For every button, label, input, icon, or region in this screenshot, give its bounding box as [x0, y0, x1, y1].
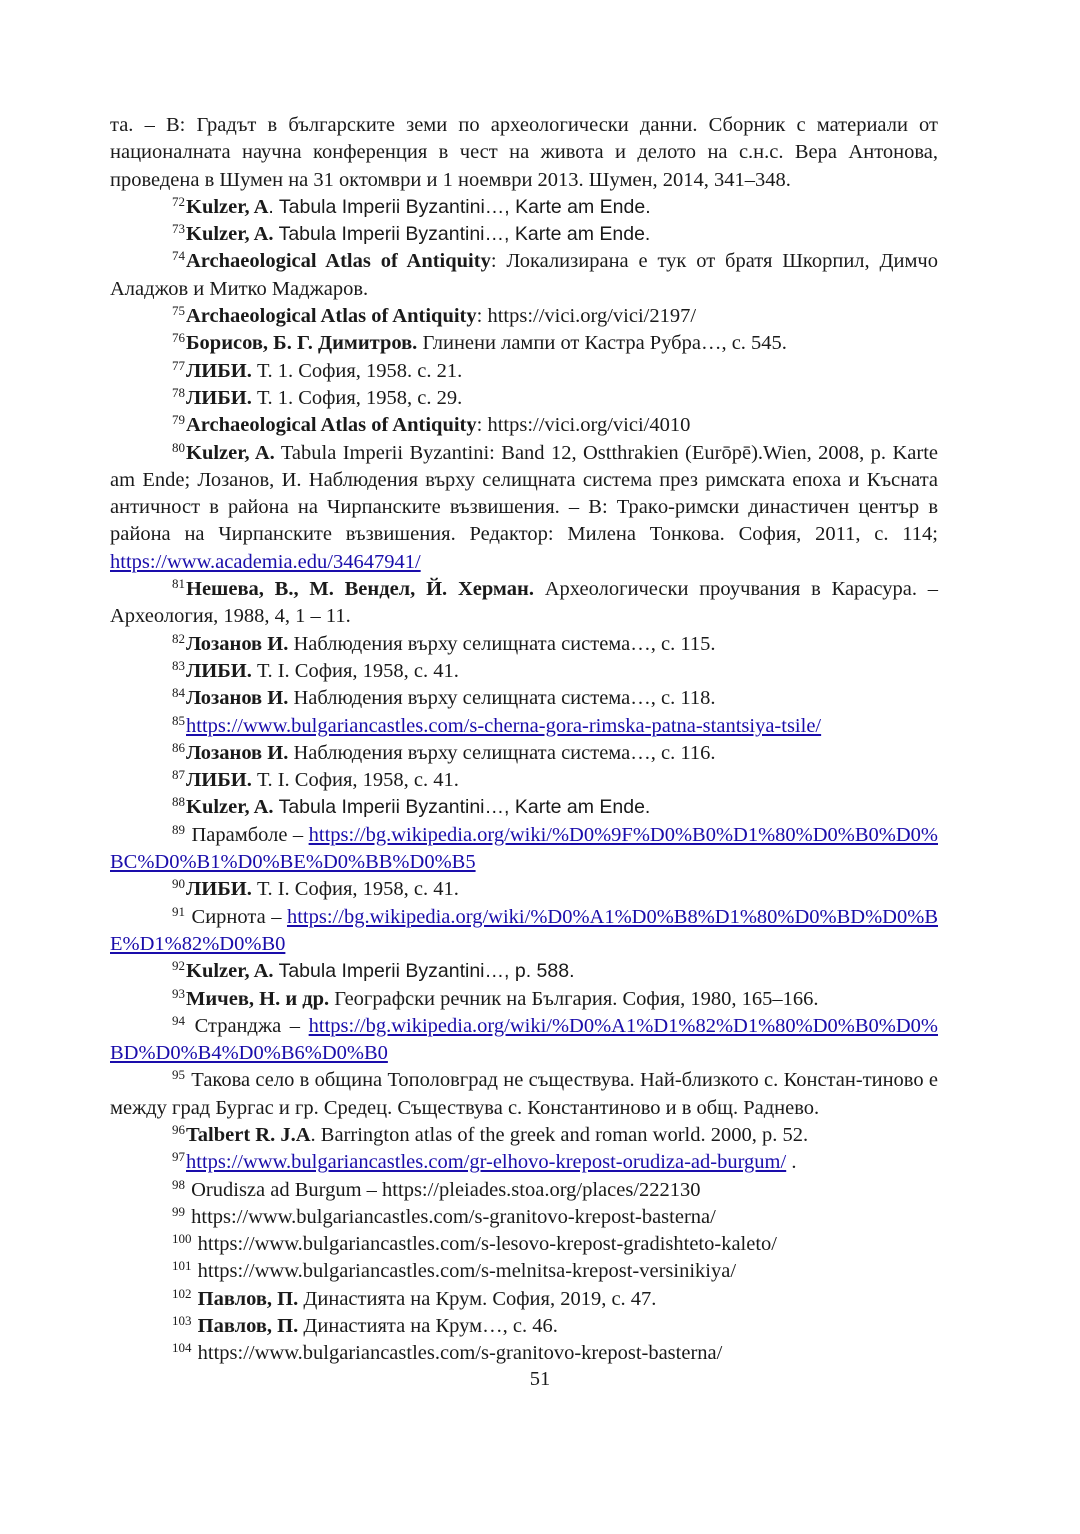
- footnote-number: 93: [172, 985, 185, 1001]
- footnote-link[interactable]: https://bg.wikipedia.org/wiki/%D0%9F%D0%B0%D1%80%D0%B0%D0%BC%D0%B1%D0%BE%D0%BB%D0%B5: [110, 823, 938, 874]
- footnote-98: [110, 1177, 938, 1204]
- footnote-number: 84: [172, 685, 185, 701]
- footnote-number: 102: [172, 1285, 192, 1301]
- footnote-104: [110, 1340, 938, 1367]
- footnote-text: Археологически проучвания в Карасура. – Археология, 1988, 4, 1 – 11.: [110, 578, 938, 628]
- footnote-86: [110, 740, 938, 767]
- footnote-author: ЛИБИ.: [186, 878, 252, 901]
- footnote-number: 98: [172, 1176, 185, 1192]
- footnote-text: https://www.bulgariancastles.com/s-granitovo-krepost-basterna/: [186, 1205, 716, 1228]
- footnote-82: [110, 631, 938, 658]
- footnote-72: [110, 194, 938, 221]
- footnote-number: 99: [172, 1203, 185, 1219]
- footnote-text: Т. 1. София, 1958. с. 21.: [251, 359, 463, 382]
- footnote-number: 97: [172, 1149, 185, 1165]
- footnote-author: Archaeological Atlas of Antiquity: [186, 305, 477, 328]
- footnote-author: ЛИБИ.: [186, 359, 252, 382]
- footnote-author: Kulzer, A: [186, 195, 269, 218]
- footnote-81: [110, 576, 938, 631]
- footnote-number: 87: [172, 767, 185, 783]
- footnote-84: [110, 685, 938, 712]
- footnote-number: 90: [172, 876, 185, 892]
- footnote-76: [110, 330, 938, 357]
- footnote-text: : Локализирана е тук от братя Шкорпил, Димчо Аладжов и Митко Маджаров.: [110, 250, 938, 300]
- footnote-96: [110, 1122, 938, 1149]
- footnote-text: Наблюдения върху селищната система…, с. 118.: [288, 687, 716, 710]
- footnote-number: 77: [172, 357, 185, 373]
- footnote-number: 73: [172, 221, 185, 237]
- footnote-number: 95: [172, 1067, 185, 1083]
- footnote-91: [110, 904, 938, 959]
- footnote-number: 79: [172, 412, 185, 428]
- footnote-100: [110, 1231, 938, 1258]
- footnote-number: 83: [172, 657, 185, 673]
- footnote-author: Павлов, П.: [192, 1287, 299, 1310]
- footnote-text: та. – В: Градът в българските земи по археологически данни. Сборник с материали от националната научна конференция в чест на живота и делото на с.н.с. Вера Антонова, проведена в Шумен на 31 октомври и 1 ноември 2013. Шумен, 2014, 341–348.: [110, 114, 938, 191]
- footnote-number: 104: [172, 1340, 192, 1356]
- footnote-number: 75: [172, 303, 185, 319]
- footnote-continuation: [110, 112, 938, 194]
- footnote-number: 91: [172, 903, 185, 919]
- footnote-number: 72: [172, 193, 185, 209]
- footnote-text: Наблюдения върху селищната система…, с. 115.: [288, 632, 716, 655]
- footnote-text: Т. I. София, 1958, с. 41.: [251, 878, 459, 901]
- footnote-link[interactable]: https://bg.wikipedia.org/wiki/%D0%A1%D0%B8%D1%80%D0%BD%D0%BE%D1%82%D0%B0: [110, 905, 938, 955]
- footnote-78: [110, 385, 938, 412]
- footnote-text: Сирнота –: [186, 905, 287, 928]
- footnote-number: 78: [172, 384, 185, 400]
- footnote-author: Нешева, В., М. Вендел, Й. Херман.: [186, 578, 534, 601]
- footnote-text: Orudisza ad Burgum – https://pleiades.stoa.org/places/222130: [186, 1178, 701, 1201]
- footnote-text: Династията на Крум. София, 2019, с. 47.: [298, 1287, 657, 1310]
- footnote-73: [110, 221, 938, 248]
- footnote-number: 80: [172, 439, 185, 455]
- footnote-text: . Tabula Imperii Byzantini…, Karte am Ende.: [268, 195, 651, 218]
- footnote-99: [110, 1204, 938, 1231]
- footnote-author: Борисов, Б. Г. Димитров.: [186, 332, 418, 355]
- footnote-author: Kulzer, A.: [186, 441, 275, 464]
- footnote-link[interactable]: https://www.academia.edu/34647941/: [110, 550, 421, 573]
- footnote-90: [110, 876, 938, 903]
- footnote-author: Лозанов И.: [186, 687, 289, 710]
- footnote-author: Archaeological Atlas of Antiquity: [186, 250, 491, 273]
- footnote-102: [110, 1286, 938, 1313]
- footnote-link[interactable]: https://www.bulgariancastles.com/gr-elhovo-krepost-orudiza-ad-burgum/: [186, 1151, 787, 1174]
- footnote-text: Т. I. София, 1958, с. 41.: [251, 769, 459, 792]
- footnote-text: Т. 1. София, 1958, с. 29.: [251, 386, 463, 409]
- footnote-author: Павлов, П.: [192, 1315, 299, 1338]
- footnote-number: 103: [172, 1313, 192, 1329]
- footnote-number: 94: [172, 1012, 185, 1028]
- footnote-85: [110, 713, 938, 740]
- footnote-103: [110, 1313, 938, 1340]
- footnote-74: [110, 248, 938, 303]
- footnote-number: 88: [172, 794, 185, 810]
- footnote-number: 101: [172, 1258, 192, 1274]
- footnote-83: [110, 658, 938, 685]
- footnote-number: 96: [172, 1121, 185, 1137]
- footnote-text: Парамболе –: [186, 823, 309, 846]
- footnote-text: Наблюдения върху селищната система…, с. 116.: [288, 741, 716, 764]
- page-number: 51: [529, 1368, 551, 1390]
- footnote-77: [110, 358, 938, 385]
- footnote-75: [110, 303, 938, 330]
- footnote-89: [110, 822, 938, 877]
- footnote-text: https://www.bulgariancastles.com/s-granitovo-krepost-basterna/: [192, 1342, 723, 1365]
- footnote-number: 89: [172, 821, 185, 837]
- footnote-80: [110, 440, 938, 576]
- footnote-text: Глинени лампи от Кастра Рубра…, с. 545.: [417, 332, 787, 355]
- footnote-number: 85: [172, 712, 185, 728]
- footnote-author: Лозанов И.: [186, 741, 289, 764]
- footnote-text: Династията на Крум…, с. 46.: [298, 1315, 558, 1338]
- footnote-text: Tabula Imperii Byzantini: Band 12, Ostthrakien (Eurōpē).Wien, 2008, p. Karte am Ende; Лозанов, И. Наблюдения върху селищната система през римската епоха и Късната античност в района на Чирпанските възвишения. – В: Тракo-римски династичен център в района на Чирпанските възвишения. Редактор: Милена Тонкова. София, 2011, с. 114;: [110, 441, 938, 546]
- footnote-author: Kulzer, A.: [186, 796, 274, 819]
- footnote-text: . Barrington atlas of the greek and roman world. 2000, p. 52.: [310, 1123, 809, 1146]
- footnote-author: ЛИБИ.: [186, 769, 252, 792]
- footnote-text: Tabula Imperii Byzantini…, Karte am Ende.: [273, 223, 651, 246]
- footnote-79: [110, 412, 938, 439]
- footnote-92: [110, 958, 938, 985]
- footnote-number: 74: [172, 248, 185, 264]
- footnote-text: : https://vici.org/vici/4010: [476, 414, 691, 437]
- footnote-97: [110, 1149, 938, 1176]
- footnote-author: Kulzer, A.: [186, 960, 274, 983]
- footnote-text: Странджа –: [186, 1014, 309, 1037]
- footnote-author: Talbert R. J.A: [186, 1123, 311, 1146]
- footnotes-page: [110, 112, 938, 1368]
- footnote-text: : https://vici.org/vici/2197/: [476, 305, 697, 328]
- footnote-text: Такова село в община Тополовград не съществува. Най-близкото с. Констан-тиново е между град Бургас и гр. Средец. Съществува с. Константиново и в общ. Раднево.: [110, 1069, 938, 1119]
- footnote-number: 76: [172, 330, 185, 346]
- footnote-author: Archaeological Atlas of Antiquity: [186, 414, 477, 437]
- footnote-link[interactable]: https://www.bulgariancastles.com/s-cherna-gora-rimska-patna-stantsiya-tsile/: [186, 714, 822, 737]
- footnote-text: https://www.bulgariancastles.com/s-melnitsa-krepost-versinikiya/: [192, 1260, 737, 1283]
- footnote-95: [110, 1067, 938, 1122]
- footnote-text: Географски речник на България. София, 1980, 165–166.: [329, 987, 819, 1010]
- footnote-text: https://www.bulgariancastles.com/s-lesovo-krepost-gradishteto-kaleto/: [192, 1233, 777, 1256]
- footnote-text: .: [786, 1151, 797, 1174]
- footnote-number: 82: [172, 630, 185, 646]
- footnote-link[interactable]: https://bg.wikipedia.org/wiki/%D0%A1%D1%82%D1%80%D0%B0%D0%BD%D0%B4%D0%B6%D0%B0: [110, 1014, 938, 1065]
- footnote-number: 81: [172, 576, 185, 592]
- footnote-author: Мичев, Н. и др.: [186, 987, 330, 1010]
- footnote-text: Tabula Imperii Byzantini…, Karte am Ende.: [273, 796, 651, 819]
- footnote-number: 92: [172, 958, 185, 974]
- footnote-87: [110, 767, 938, 794]
- footnote-author: Лозанов И.: [186, 632, 289, 655]
- footnote-88: [110, 794, 938, 821]
- footnote-text: Т. I. София, 1958, с. 41.: [251, 659, 459, 682]
- footnote-93: [110, 986, 938, 1013]
- footnote-number: 86: [172, 739, 185, 755]
- footnote-author: Kulzer, A.: [186, 223, 274, 246]
- footnote-94: [110, 1013, 938, 1068]
- footnote-number: 100: [172, 1231, 192, 1247]
- footnote-author: ЛИБИ.: [186, 659, 252, 682]
- footnote-text: Tabula Imperii Byzantini…, p. 588.: [273, 960, 575, 983]
- footnote-101: [110, 1258, 938, 1285]
- footnote-author: ЛИБИ.: [186, 386, 252, 409]
